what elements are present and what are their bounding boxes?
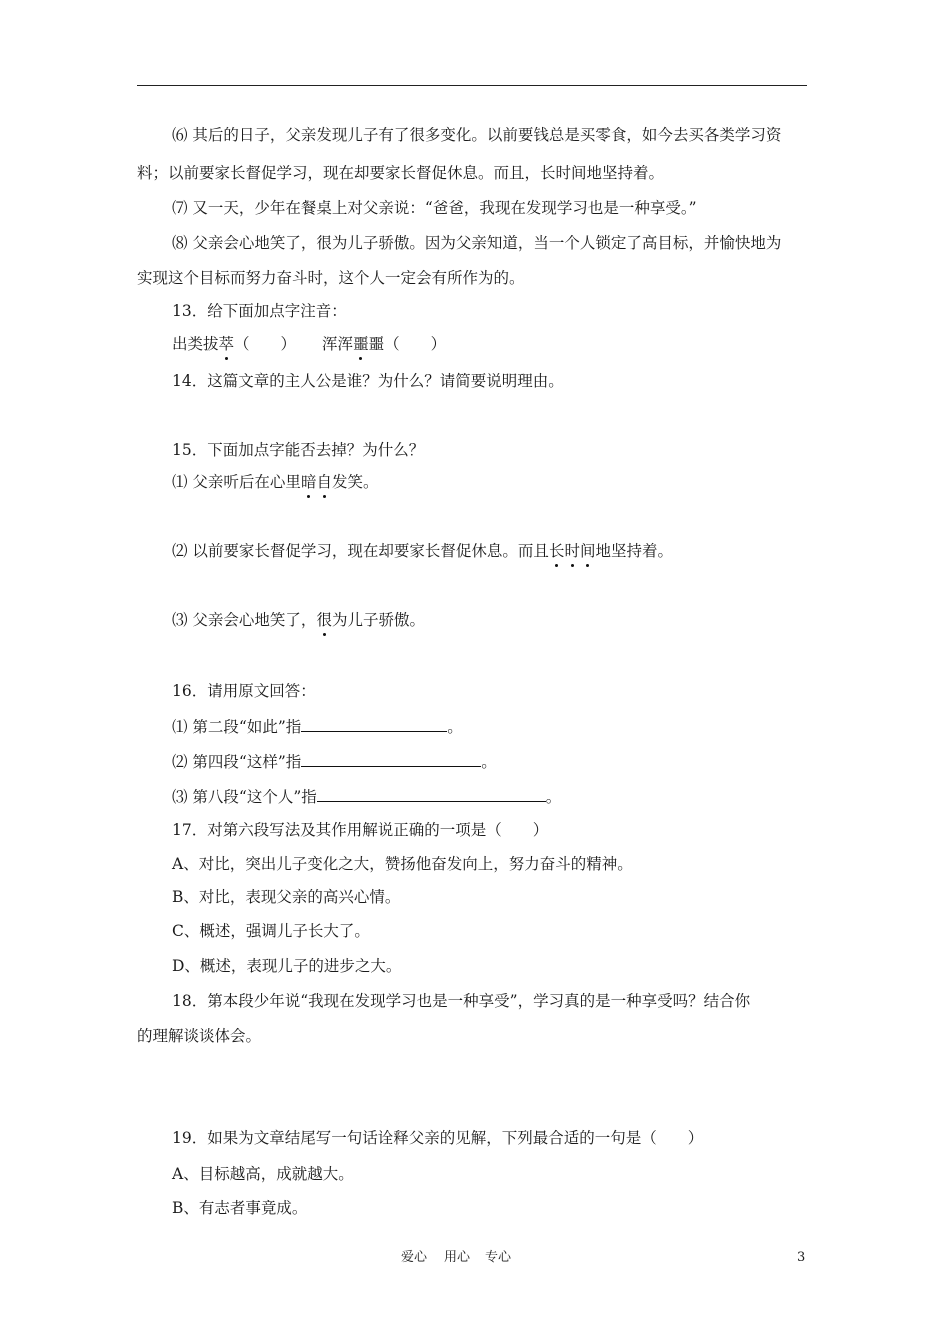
question-17-prompt: 17．对第六段写法及其作用解说正确的一项是（ ） — [172, 821, 549, 839]
footer-word-2: 用心 — [444, 1250, 471, 1265]
question-16-item-2 — [172, 751, 807, 772]
footer-word-1: 爱心 — [401, 1250, 428, 1265]
question-16-item-1 — [172, 716, 807, 737]
q15-s3-text-end: 为儿子骄傲。 — [331, 611, 425, 629]
question-16-prompt: 16．请用原文回答： — [172, 682, 316, 700]
q13-word2-answer-paren: （ ） — [384, 335, 447, 353]
q15-s1-text-end: 发笑。 — [331, 473, 379, 491]
q15-s2-dotted-char: 长 — [548, 542, 565, 560]
answer-blank[interactable] — [301, 751, 481, 767]
q16-item-2-end: 。 — [481, 753, 497, 771]
question-18-line-1: 18．第本段少年说“我现在发现学习也是一种享受”，学习真的是一种享受吗？结合你 — [172, 992, 751, 1010]
question-15-sentence-1 — [172, 472, 807, 492]
q15-s2-dotted-char: 间 — [579, 542, 596, 560]
answer-blank[interactable] — [317, 786, 546, 802]
q16-item-3-end: 。 — [545, 788, 562, 806]
q13-word2-dotted-char: 噩 — [353, 335, 369, 353]
q15-s2-dotted-char: 时 — [564, 542, 580, 560]
q16-item-1-end: 。 — [447, 718, 463, 736]
q15-s3-dotted-char: 很 — [316, 611, 332, 629]
q13-word1-dotted-char: 萃 — [218, 335, 235, 353]
page-number: 3 — [797, 1250, 806, 1265]
question-14-prompt: 14．这篇文章的主人公是谁？为什么？请简要说明理由。 — [172, 372, 564, 390]
q13-word2-text-end: 噩 — [368, 335, 385, 353]
question-15-prompt: 15．下面加点字能否去掉？为什么？ — [172, 441, 425, 459]
paragraph-6-line-2: 料；以前要家长督促学习，现在却要家长督促休息。而且，长时间地坚持着。 — [137, 164, 665, 182]
q13-word1-answer-paren: （ ） — [234, 335, 297, 353]
question-15-sentence-2 — [172, 541, 807, 561]
question-19-option-a: A、目标越高，成就越大。 — [172, 1165, 354, 1183]
q15-s2-text-end: 地坚持着。 — [595, 542, 673, 560]
question-19-option-b: B、有志者事竟成。 — [172, 1199, 308, 1217]
q16-item-2-text: ⑵ 第四段“这样”指 — [172, 753, 302, 771]
answer-blank[interactable] — [301, 716, 447, 732]
question-17-option-d: D、概述，表现儿子的进步之大。 — [172, 957, 402, 975]
question-19-prompt: 19．如果为文章结尾写一句话诠释父亲的见解，下列最合适的一句是（ ） — [172, 1129, 704, 1147]
question-17-option-b: B、对比，表现父亲的高兴心情。 — [172, 888, 401, 906]
header-rule — [137, 85, 807, 86]
q16-item-1-text: ⑴ 第二段“如此”指 — [172, 718, 302, 736]
question-17-option-c: C、概述，强调儿子长大了。 — [172, 922, 370, 940]
q15-s1-dotted-char: 自 — [316, 473, 332, 491]
question-16-item-3 — [172, 786, 807, 807]
q15-s1-dotted-char: 暗 — [300, 473, 317, 491]
q15-s1-text: ⑴ 父亲听后在心里 — [172, 473, 301, 491]
question-18-line-2: 的理解谈谈体会。 — [137, 1027, 262, 1045]
footer-word-3: 专心 — [485, 1250, 512, 1265]
paragraph-6-line-1: ⑹ 其后的日子，父亲发现儿子有了很多变化。以前要钱总是买零食，如今去买各类学习资 — [172, 126, 782, 144]
question-17-option-a: A、对比，突出儿子变化之大，赞扬他奋发向上，努力奋斗的精神。 — [172, 855, 633, 873]
question-13-words — [172, 334, 807, 354]
question-15-sentence-3 — [172, 610, 807, 630]
paragraph-8-line-1: ⑻ 父亲会心地笑了，很为儿子骄傲。因为父亲知道，当一个人锁定了高目标，并愉快地为 — [172, 234, 782, 252]
paragraph-7: ⑺ 又一天，少年在餐桌上对父亲说：“爸爸，我现在发现学习也是一种享受。” — [172, 199, 697, 217]
question-13-prompt: 13．给下面加点字注音： — [172, 302, 347, 320]
q13-word2-text: 浑浑 — [322, 335, 354, 353]
q13-word1-text: 出类拔 — [172, 335, 219, 353]
paragraph-8-line-2: 实现这个目标而努力奋斗时，这个人一定会有所作为的。 — [137, 269, 525, 287]
q16-item-3-text: ⑶ 第八段“这个人”指 — [172, 788, 317, 806]
q15-s2-text: ⑵ 以前要家长督促学习，现在却要家长督促休息。而且 — [172, 542, 549, 560]
q15-s3-text: ⑶ 父亲会心地笑了， — [172, 611, 317, 629]
